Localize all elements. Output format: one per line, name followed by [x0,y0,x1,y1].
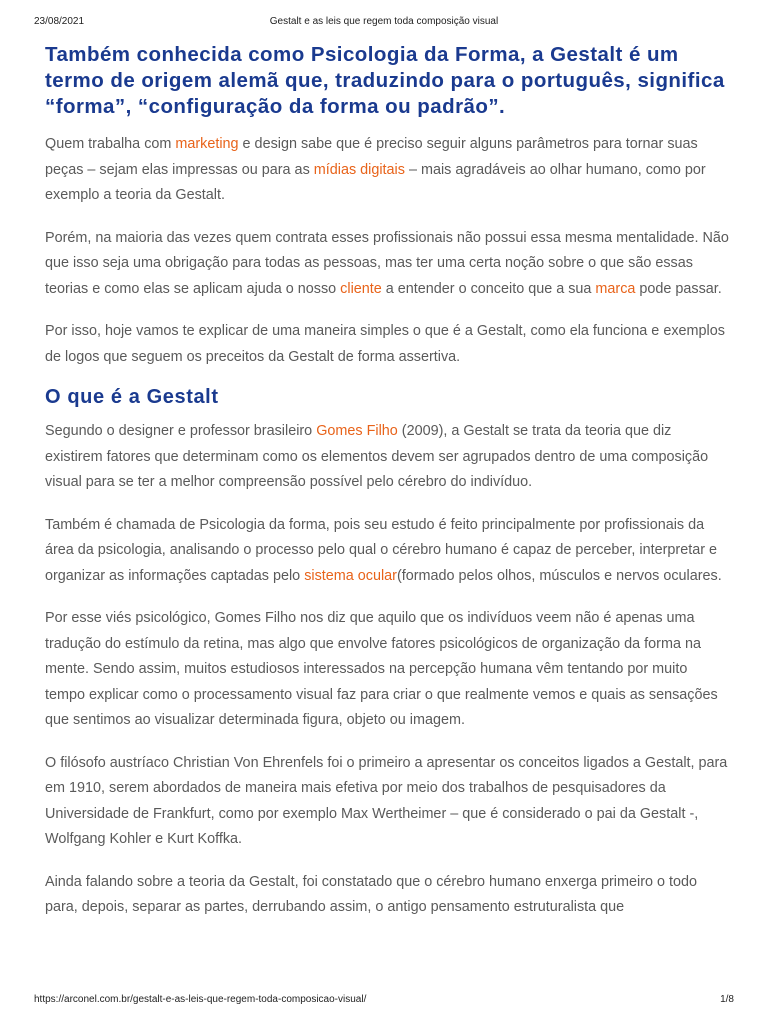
text: – mais agradáveis ao olhar humano, como por exemplo a teoria da Gestalt. [45,161,706,203]
print-footer [0,990,768,1010]
paragraph-intro [45,132,730,209]
paragraph-mentalidade [45,226,730,303]
print-page-number: 1/8 [720,994,734,1005]
text: (2009), a Gestalt se trata da teoria que diz existirem fatores que determinam como os elementos devem ser agrupados dentro de uma composição visual para se ter a melhor compreensão possível pelo cérebro do indivíduo. [45,423,709,490]
print-date: 23/08/2021 [34,16,85,27]
text: Segundo o designer e professor brasileiro [45,423,317,439]
article-content [45,42,730,921]
text: pode passar. [635,280,722,297]
text: e design sabe que é preciso seguir alguns parâmetros para tornar suas peças – sejam elas impressas ou para as [45,136,698,178]
print-header [0,10,768,30]
paragraph-vies-psicologico: Por esse viés psicológico, Gomes Filho nos diz que aquilo que os indivíduos veem não é apenas uma tradução do estímulo da retina, mas algo que envolve fatores psicológicos de organização da forma na mente. Sendo assim, muitos estudiosos interessados na percepção humana vêm tentando por muito tempo explicar como o processamento visual faz para criar o que realmente vemos e quais as sensações que sentimos ao visualizar determinada figura, objeto ou imagem. [45,610,718,728]
text: Também é chamada de Psicologia da forma, pois seu estudo é feito principalmente por profissionais da área da psicologia, analisando o processo pelo qual o cérebro humano é capaz de perceber, interpretar e organizar as informações captadas pelo [45,516,718,584]
section-heading: O que é a Gestalt [45,386,219,408]
link-gomes-filho[interactable]: Gomes Filho [316,423,398,439]
link-cliente[interactable]: cliente [340,280,382,297]
link-marketing[interactable]: marketing [175,136,239,152]
paragraph-psicologia-forma [45,513,730,590]
text: (formado pelos olhos, músculos e nervos oculares. [396,567,722,584]
link-midias-digitais[interactable]: mídias digitais [313,161,405,178]
text: a entender o conceito que a sua [381,280,596,297]
text: Porém, na maioria das vezes quem contrata esses profissionais não possui essa mesma mentalidade. Não que isso seja uma obrigação para todas as pessoas, mas ter uma certa noção sobre o que são essas teorias e como elas se aplicam ajuda o nosso [45,229,729,297]
print-page-title: Gestalt e as leis que regem toda composição visual [269,16,499,27]
print-url: https://arconel.com.br/gestalt-e-as-leis-que-regem-toda-composicao-visual/ [34,994,367,1005]
paragraph-cerebro-todo: Ainda falando sobre a teoria da Gestalt, foi constatado que o cérebro humano enxerga primeiro o todo para, depois, separar as partes, derrubando assim, o antigo pensamento estruturalista que [45,873,697,915]
link-marca[interactable]: marca [595,280,636,297]
lead-heading: Também conhecida como Psicologia da Forma, a Gestalt é um termo de origem alemã que, traduzindo para o português, significa “forma”, “configuração da forma ou padrão”. [45,43,725,118]
link-sistema-ocular[interactable]: sistema ocular [304,567,397,584]
paragraph-gomes-filho [45,419,730,496]
paragraph-ehrenfels: O filósofo austríaco Christian Von Ehrenfels foi o primeiro a apresentar os conceitos ligados a Gestalt, para em 1910, serem abordados de maneira mais efetiva por meio dos trabalhos de pesquisadores da Universidade de Frankfurt, como por exemplo Max Wertheimer – que é considerado o pai da Gestalt -, Wolfgang Kohler e Kurt Koffka. [45,754,728,847]
paragraph-explicar: Por isso, hoje vamos te explicar de uma maneira simples o que é a Gestalt, como ela funciona e exemplos de logos que seguem os preceitos da Gestalt de forma assertiva. [45,323,725,365]
text: Quem trabalha com [45,136,176,152]
